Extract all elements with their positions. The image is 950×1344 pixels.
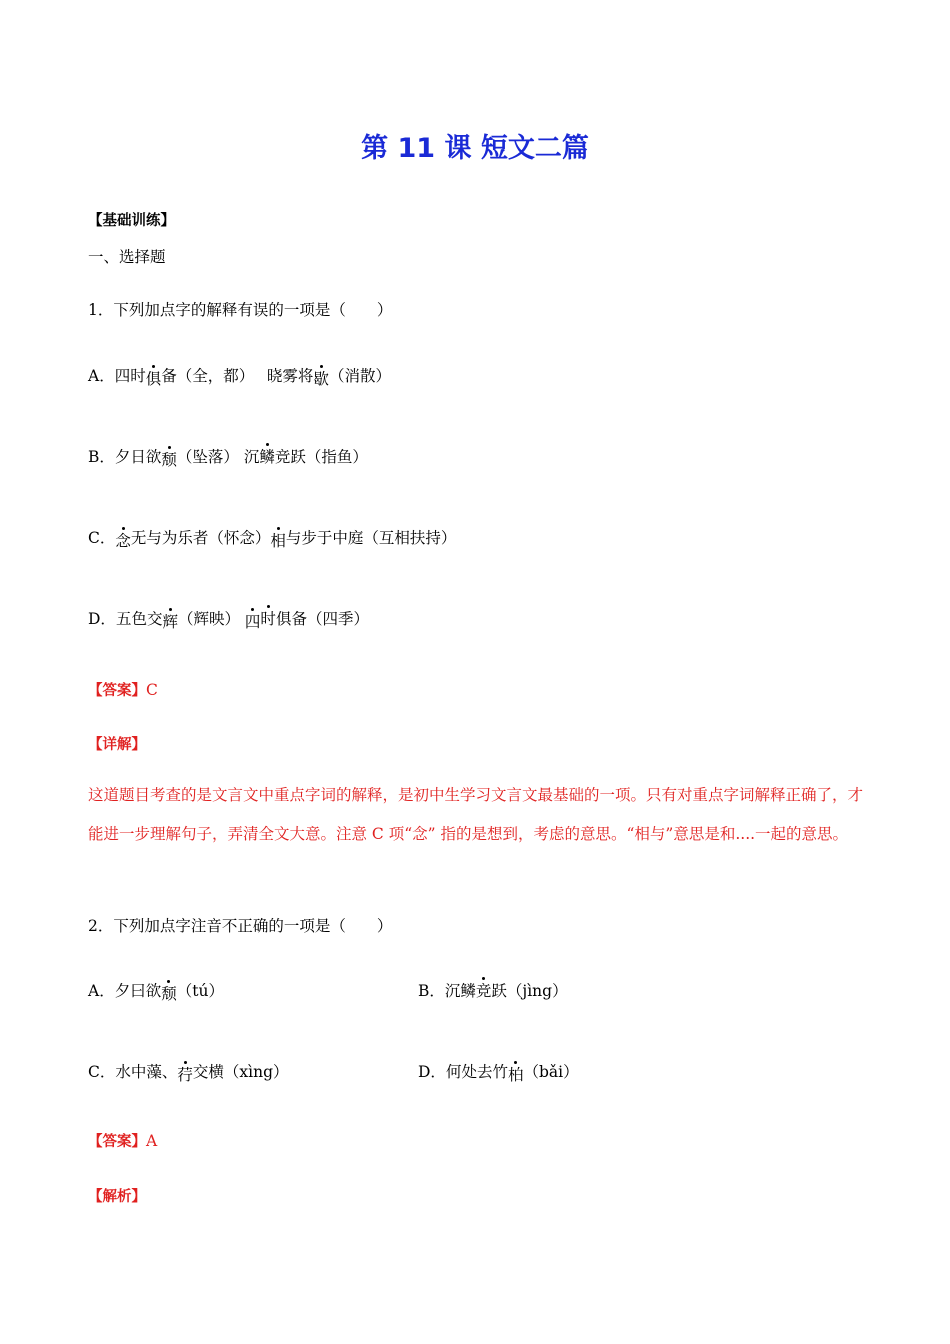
detail-label: 【详解】 — [88, 737, 146, 753]
option-text: 夕日欲 — [114, 448, 162, 466]
q1-option-d — [88, 609, 369, 629]
option-label: C． — [88, 1063, 116, 1081]
q2-option-c — [88, 1062, 289, 1082]
option-text: （消散） — [328, 367, 391, 385]
option-text: 无与为乐者（怀念） — [130, 529, 271, 547]
dotted-char: 辉 — [162, 613, 178, 631]
dotted-char: 时 — [260, 610, 276, 628]
option-text: 五色交 — [115, 610, 163, 628]
analysis-label: 【解析】 — [88, 1189, 146, 1205]
option-text: 竞跃（指鱼） — [274, 448, 368, 466]
option-text: 与步于中庭（互相扶持） — [285, 529, 457, 547]
q1-option-b — [88, 447, 368, 467]
q2-option-b — [418, 981, 568, 1001]
dotted-char: 竞 — [475, 982, 492, 1000]
q1-option-a — [88, 366, 391, 386]
option-label: A． — [88, 982, 115, 1000]
option-label: B． — [88, 448, 115, 466]
q2-option-a — [88, 981, 224, 1001]
q1-stem: 1．下列加点字的解释有误的一项是（ ） — [88, 301, 393, 319]
option-text: 交横（xìng） — [192, 1063, 289, 1081]
option-text: 备（全，都） 晓雾将 — [161, 367, 314, 385]
option-text: （tú） — [176, 982, 224, 1000]
option-text: 夕曰欲 — [114, 982, 162, 1000]
option-text: 何处去竹 — [445, 1063, 508, 1081]
section-label: 【基础训练】 — [88, 213, 175, 229]
answer-value: C — [146, 681, 158, 699]
answer-label: 【答案】 — [88, 683, 146, 699]
option-label: A． — [88, 367, 115, 385]
option-label: D． — [418, 1063, 446, 1081]
option-text: 俱备（四季） — [275, 610, 369, 628]
answer-label: 【答案】 — [88, 1134, 146, 1150]
dotted-char: 相 — [270, 532, 286, 550]
q2-stem: 2．下列加点字注音不正确的一项是（ ） — [88, 917, 393, 935]
option-text: （坠落） 沉 — [176, 448, 260, 466]
dotted-char: 歇 — [313, 370, 329, 388]
dotted-char: 荇 — [177, 1066, 193, 1084]
dotted-char: 鳞 — [259, 448, 275, 466]
dotted-char: 颓 — [161, 451, 177, 469]
dotted-char: 俱 — [145, 370, 162, 388]
option-label: B． — [418, 982, 445, 1000]
dotted-char: 颓 — [161, 985, 177, 1003]
option-text: 跃（jìng） — [491, 982, 568, 1000]
q2-option-d — [418, 1062, 579, 1082]
q2-answer — [88, 1130, 157, 1151]
q1-answer — [88, 679, 158, 700]
option-label: D． — [88, 610, 116, 628]
answer-value: A — [146, 1132, 158, 1150]
option-label: C． — [88, 529, 116, 547]
page-title: 第 11 课 短文二篇 — [361, 133, 589, 164]
q1-option-c — [88, 528, 456, 548]
part-heading: 一、选择题 — [88, 248, 166, 266]
option-text: （bǎi） — [523, 1063, 579, 1081]
q1-explanation: 这道题目考查的是文言文中重点字词的解释，是初中生学习文言文最基础的一项。只有对重点字词解释正确了，才能进一步理解句子，弄清全文大意。注意 C 项“念” 指的是想到，考虑的意思。“相与”意思是和....一起的意思。 — [88, 786, 864, 843]
dotted-char: 念 — [115, 532, 131, 550]
dotted-char: 四 — [244, 613, 261, 631]
option-text: 水中藻、 — [115, 1063, 178, 1081]
option-text: 四时 — [114, 367, 146, 385]
option-text: （辉映） — [177, 610, 245, 628]
dotted-char: 柏 — [507, 1066, 524, 1084]
option-text: 沉鳞 — [444, 982, 476, 1000]
